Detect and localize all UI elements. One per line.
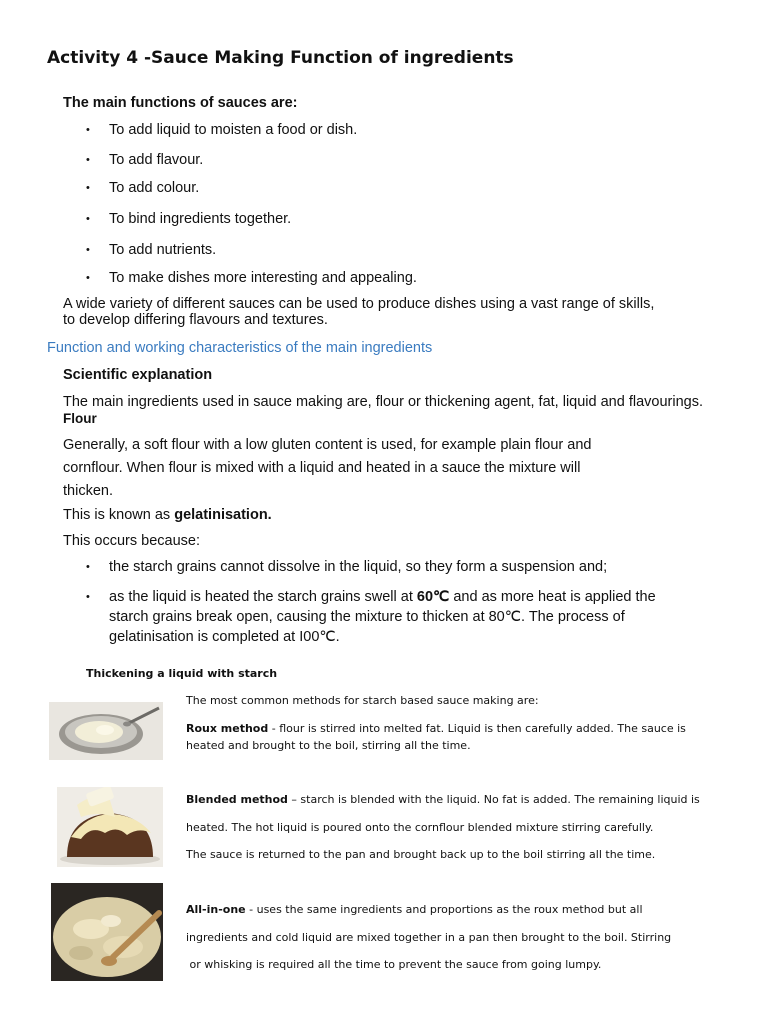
flour-line-3: thicken. [63, 483, 113, 499]
flour-line-1: Generally, a soft flour with a low gluten content is used, for example plain flour and [63, 437, 592, 453]
blended-line-3: The sauce is returned to the pan and brought back up to the boil stirring all the time. [186, 848, 656, 861]
blended-method-name: Blended method [186, 793, 288, 806]
scientific-heading: Scientific explanation [63, 367, 213, 383]
blended-line-2: heated. The hot liquid is poured onto the cornflour blended mixture stirring carefully. [186, 821, 654, 834]
pudding-illustration [57, 787, 163, 867]
section-heading: Function and working characteristics of the main ingredients [47, 340, 433, 356]
scientific-intro: The main ingredients used in sauce making are, flour or thickening agent, fat, liquid and flavourings. [63, 394, 703, 410]
variety-line-2: to develop differing flavours and textures. [63, 312, 328, 328]
occurs-line: This occurs because: [63, 533, 201, 549]
flour-line-2: cornflour. When flour is mixed with a liquid and heated in a sauce the mixture will [63, 460, 581, 476]
page-title: Activity 4 -Sauce Making Function of ingredients [47, 48, 514, 68]
all-in-one-line-3: or whisking is required all the time to prevent the sauce from going lumpy. [186, 958, 602, 971]
gelatinisation-term: gelatinisation. [174, 507, 272, 523]
reasons-list: • the starch grains cannot dissolve in the liquid, so they form a suspension and; • as the liquid is heated the starch grains swell at 60℃ and as more heat is applied the starch grains break open, causing the mixture to thicken at 80℃. The process of gelatinisation is completed at I00℃. [86, 559, 656, 645]
roux-image [49, 702, 163, 760]
blended-line-1: Blended method – starch is blended with the liquid. No fat is added. The remaining liquid is [186, 793, 700, 806]
roux-pan-illustration [49, 702, 163, 760]
blended-image [57, 787, 163, 867]
variety-line-1: A wide variety of different sauces can be used to produce dishes using a vast range of skills, [63, 296, 655, 312]
gelatinisation-line: This is known as gelatinisation. [63, 507, 272, 523]
roux-method-name: Roux method [186, 722, 269, 735]
starch-heading: Thickening a liquid with starch [86, 667, 278, 680]
whisked-sauce-illustration [51, 883, 163, 981]
all-in-one-image [51, 883, 163, 981]
all-in-one-line-1: All-in-one - uses the same ingredients and proportions as the roux method but all [186, 903, 643, 916]
roux-line-1: Roux method - flour is stirred into melted fat. Liquid is then carefully added. The sauce is [186, 722, 686, 735]
all-in-one-line-2: ingredients and cold liquid are mixed together in a pan then brought to the boil. Stirring [186, 931, 672, 944]
roux-line-2: heated and brought to the boil, stirring all the time. [186, 739, 471, 752]
all-in-one-method-name: All-in-one [186, 903, 246, 916]
flour-heading: Flour [63, 411, 97, 426]
starch-intro: The most common methods for starch based sauce making are: [186, 694, 539, 707]
functions-heading: The main functions of sauces are: [63, 95, 298, 111]
